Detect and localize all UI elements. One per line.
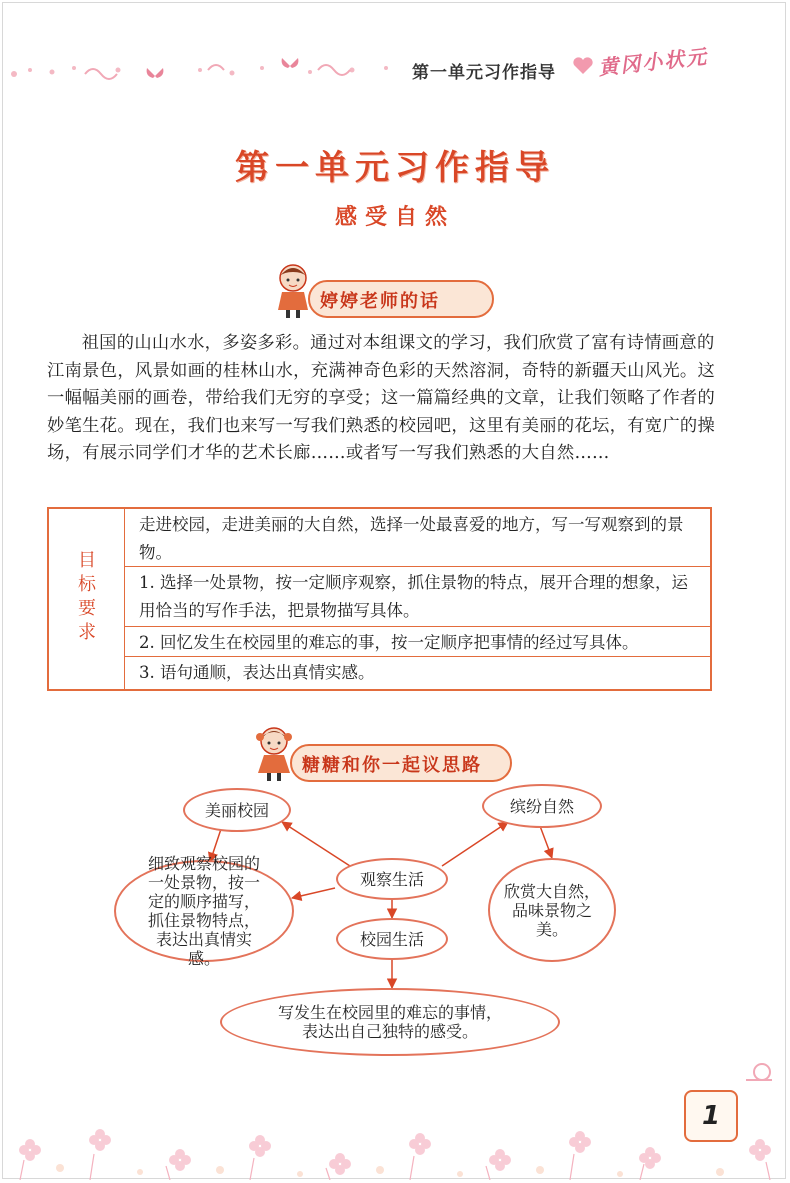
intro-paragraph: 祖国的山山水水，多姿多彩。通过对本组课文的学习，我们欣赏了富有诗情画意的江南景色，风景如画的桂林山水，充满神奇色彩的天然溶洞，奇特的新疆天山风光。这一幅幅美丽的画卷，带给我们无穷的享受；这一篇篇经典的文章，让我们领略了作者的妙笔生花。现在，我们也来写一写我们熟悉的校园吧，这里有美丽的花坛，有宽广的操场，有展示同学们才华的艺术长廊……或者写一写我们熟悉的大自然…… (47, 333, 716, 464)
teacher-mascot-icon (272, 262, 314, 320)
goal-row: 2. 回忆发生在校园里的难忘的事，按一定顺序把事情的经过写具体。 (125, 627, 710, 657)
node-beautiful-campus: 美丽校园 (183, 788, 291, 832)
section-banner-teacher-label: 婷婷老师的话 (320, 291, 440, 312)
heart-icon (572, 56, 594, 76)
goals-table (47, 507, 712, 691)
node-campus-events: 写发生在校园里的难忘的事情，表达出自己独特的感受。 (220, 988, 560, 1056)
section-banner-ideas-label: 糖糖和你一起议思路 (302, 755, 482, 776)
page-subtitle: 感受自然 (334, 205, 455, 230)
node-colorful-nature: 缤纷自然 (482, 784, 602, 828)
goals-label: 目标要求 (78, 550, 96, 643)
snail-icon (742, 1060, 778, 1084)
header-brand: 黄冈小状元 (597, 44, 710, 80)
girl-mascot-icon (252, 725, 296, 783)
node-campus-life: 校园生活 (336, 918, 448, 960)
goals-label-cell (49, 509, 125, 689)
header-decoration (0, 40, 420, 100)
page-number: 1 (684, 1090, 738, 1142)
goal-row: 3. 语句通顺，表达出真情实感。 (139, 663, 375, 682)
header-unit-label: 第一单元习作指导 (412, 63, 556, 83)
page-title: 第一单元习作指导 (235, 148, 555, 188)
goal-row: 1. 选择一处景物，按一定顺序观察，抓住景物的特点，展开合理的想象，运用恰当的写作手法，把景物描写具体。 (125, 567, 710, 627)
node-campus-detail: 细致观察校园的一处景物，按一定的顺序描写，抓住景物特点，表达出真情实感。 (114, 860, 294, 962)
node-observe-life: 观察生活 (336, 858, 448, 900)
goal-row: 走进校园，走进美丽的大自然，选择一处最喜爱的地方，写一写观察到的景物。 (125, 509, 710, 567)
footer-flowers-decoration (0, 1080, 790, 1180)
node-nature-detail: 欣赏大自然，品味景物之美。 (488, 858, 616, 962)
mind-map (0, 780, 790, 1060)
